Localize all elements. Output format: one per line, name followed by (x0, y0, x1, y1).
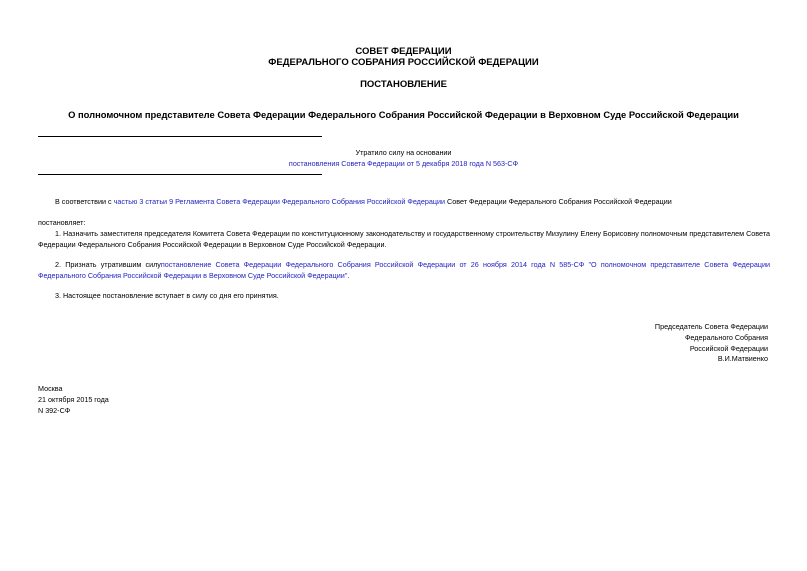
footer-number: N 392-СФ (38, 406, 71, 415)
footer-date: 21 октября 2015 года (38, 395, 109, 404)
signature-line-2: Федерального Собрания (684, 333, 768, 342)
item-1: 1. Назначить заместителя председателя Комитета Совета Федерации по конституционному законодательству и государственному строительству Мизулину Елену Борисовну полномочным представителем Совета Федерации Федерального Собрания Российской Федерации в Верховном Суде Российской Федерации. (38, 229, 770, 249)
preamble-text-before: В соответствии с (55, 197, 114, 206)
status-note: Утратило силу на основании (355, 148, 452, 157)
document-type: ПОСТАНОВЛЕНИЕ (360, 79, 447, 90)
item-2-repealed-link[interactable]: постановление Совета Федерации Федерального Собрания Российской Федерации от 26 ноября 2014 года N 585-СФ "О полномочном представителе Совета Федерации Федерального Собрания Российской Федерации в Верховном Суде Российской Федерации" (38, 260, 770, 280)
signature-line-1: Председатель Совета Федерации (654, 322, 768, 331)
item-2-text-after: . (347, 271, 350, 280)
preamble-text-after: Совет Федерации Федерального Собрания Российской Федерации (445, 197, 672, 206)
status-note-link[interactable]: постановления Совета Федерации от 5 декабря 2018 года N 563-СФ (288, 159, 519, 168)
resolves-text: постановляет: (38, 218, 86, 227)
footer-place: Москва (38, 384, 63, 393)
item-2-text-before: 2. Признать утратившим силу (55, 260, 161, 269)
divider-bottom (38, 174, 322, 175)
item-3: 3. Настоящее постановление вступает в силу со дня его принятия. (55, 291, 279, 300)
header-line-1: СОВЕТ ФЕДЕРАЦИИ (355, 46, 452, 57)
document-title: О полномочном представителе Совета Федерации Федерального Собрания Российской Федерации в Верховном Суде Российской Федерации (68, 109, 739, 120)
signature-line-3: Российской Федерации (689, 344, 768, 353)
preamble-regulation-link[interactable]: частью 3 статьи 9 Регламента Совета Федерации Федерального Собрания Российской Федерации (113, 197, 446, 206)
item-2 (38, 259, 770, 281)
header-line-2: ФЕДЕРАЛЬНОГО СОБРАНИЯ РОССИЙСКОЙ ФЕДЕРАЦИИ (268, 57, 539, 68)
signature-name: В.И.Матвиенко (717, 354, 768, 363)
divider-top (38, 136, 322, 137)
preamble (55, 196, 672, 207)
